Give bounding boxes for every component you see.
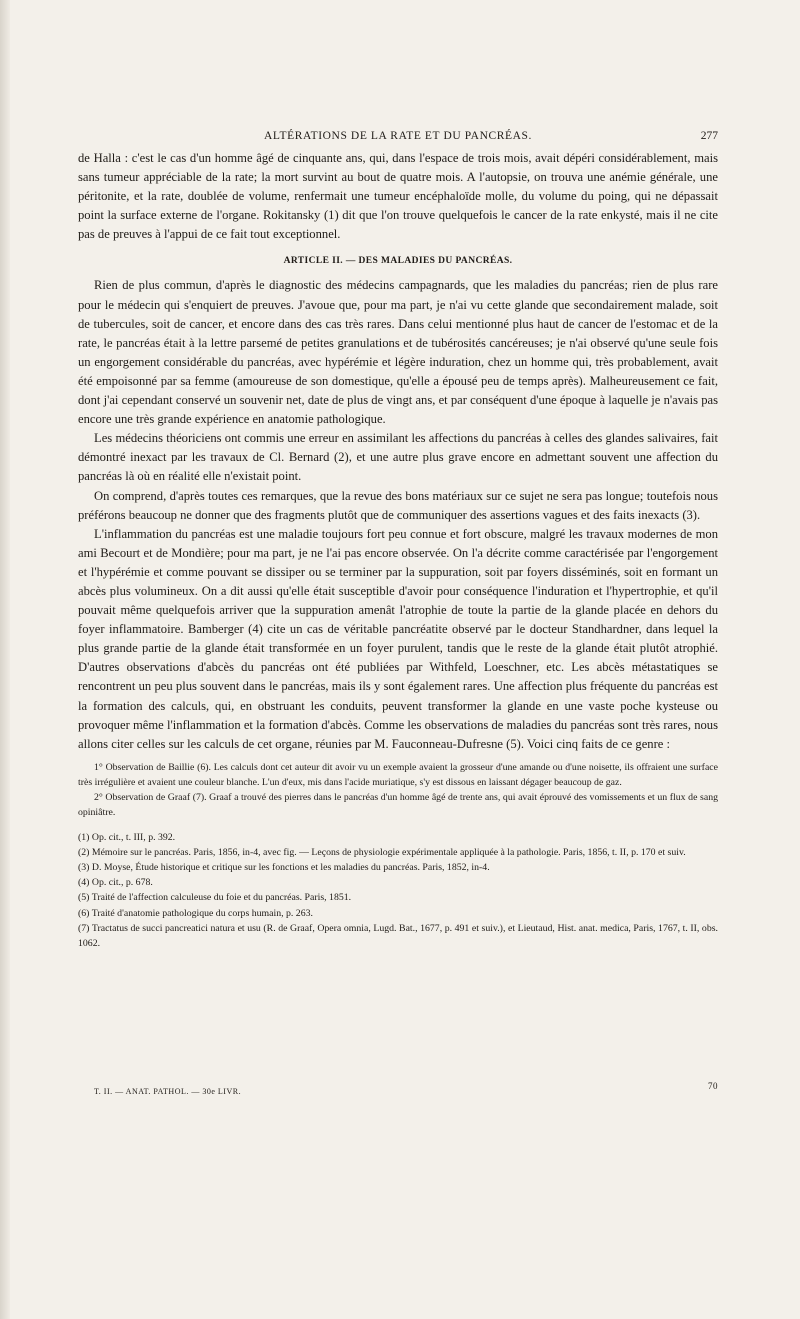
body-paragraph: de Halla : c'est le cas d'un homme âgé de cinquante ans, qui, dans l'espace de trois mois, avait dépéri considérablement, mais sans tumeur appréciable de la rate; la mort survint au bout de quatre mois. A l'autopsie, on trouva une anémie générale, une péritonite, et la rate, doublée de volume, renfermait une tumeur encéphaloïde molle, du volume du poing, qui ne dépassait point la surface externe de l'organe. Rokitansky (1) dit que l'on trouve quelquefois le cancer de la rate enkysté, mais il ne cite pas de preuves à l'appui de ce fait tout exceptionnel. [78,151,718,242]
footnote: (4) Op. cit., p. 678. [78,877,153,889]
footnote: (5) Traité de l'affection calculeuse du foie et du pancréas. Paris, 1851. [78,892,352,904]
observations [78,760,718,821]
footnote: (1) Op. cit., t. III, p. 392. [78,831,176,843]
body-paragraph: Les médecins théoriciens ont commis une erreur en assimilant les affections du pancréas à celles des glandes salivaires, fait démontré inexact par les travaux de Cl. Bernard (2), et une autre plus grave encore en admettant souvent une affection du pancréas là où en réalité elle n'existait point. [78,431,718,484]
body-paragraph: On comprend, d'après toutes ces remarques, que la revue des bons matériaux sur ce sujet ne sera pas longue; toutefois nous préférons beaucoup ne donner que des fragments plutôt que de communiquer des assertions vagues et des faits inexacts (3). [78,488,718,522]
page-edge [0,0,10,1319]
sheet-number: 70 [708,1081,718,1091]
footnote: (7) Tractatus de succi pancreatici natura et usu (R. de Graaf, Opera omnia, Lugd. Bat., 1677, p. 491 et suiv.), et Lieutaud, Hist. anat. medica, Paris, 1767, t. II, obs. 1062. [78,922,718,950]
running-title: ALTÉRATIONS DE LA RATE ET DU PANCRÉAS. [263,130,533,142]
body-paragraph: L'inflammation du pancréas est une maladie toujours fort peu connue et fort obscure, malgré les travaux modernes de mon ami Becourt et de Mondière; pour ma part, je ne l'ai pas encore observée. On l'a décrite comme caractérisée par l'engorgement et l'hypérémie et comme pouvant se dissiper ou se terminer par la suppuration, soit par foyers disséminés, soit en formant un abcès plus volumineux. On a dit aussi qu'elle était susceptible d'avoir pour conséquence l'induration et l'hypertrophie, et qu'il pouvait même quelquefois arriver que la suppuration amenât l'atrophie de toute la partie de la glande placée en dehors du foyer inflammatoire. Bamberger (4) cite un cas de véritable pancréatite observé par le docteur Standhardner, dans lequel la plus grande partie de la glande était transformée en un foyer purulent, tandis que le reste de la glande était plutôt atrophié. D'autres observations d'abcès du pancréas ont été publiées par Withfeld, Loeschner, etc. Les abcès métastatiques se rencontrent un peu plus souvent dans le pancréas, mais ils y sont également rares. Une affection plus fréquente du pancréas est la formation des calculs, qui, en obstruant les conduits, peuvent transformer la glande en une vaste poche kysteuse ou provoquer même l'inflammation et la formation d'abcès. Comme les observations de maladies du pancréas sont très rares, nous allons citer celles sur les calculs de cet organe, réunies par M. Fauconneau-Dufresne (5). Voici cinq faits de ce genre : [78,526,718,751]
footnote: (2) Mémoire sur le pancréas. Paris, 1856, in-4, avec fig. — Leçons de physiologie expérimentale appliquée à la pathologie. Paris, 1856, t. II, p. 170 et suiv. [78,846,686,858]
page-number: 277 [700,130,718,142]
page-body [78,149,718,951]
observation-item: 1° Observation de Baillie (6). Les calculs dont cet auteur dit avoir vu un exemple avaient la grosseur d'une amande ou d'une noisette, ils offraient une surface très irrégulière et avaient une couleur blanche. L'un d'eux, mis dans l'acide muriatique, s'y est dissous en laissant dégager beaucoup de gaz. [78,761,718,789]
footnote: (6) Traité d'anatomie pathologique du corps humain, p. 263. [78,907,313,919]
running-header [78,130,718,146]
footnote: (3) D. Moyse, Étude historique et critique sur les fonctions et les maladies du pancréas. Paris, 1852, in-4. [78,862,490,874]
observation-item: 2° Observation de Graaf (7). Graaf a trouvé des pierres dans le pancréas d'un homme âgé de trente ans, qui avait éprouvé des vomissements et un flux de sang opiniâtre. [78,792,718,819]
printer-signature: T. II. — ANAT. PATHOL. — 30e LIVR. [94,1087,242,1096]
article-heading: ARTICLE II. — DES MALADIES DU PANCRÉAS. [283,256,513,267]
footnotes [78,830,718,952]
page-footer [94,1081,718,1101]
body-paragraph: Rien de plus commun, d'après le diagnostic des médecins campagnards, que les maladies du pancréas; rien de plus rare pour le médecin qui s'enquiert de preuves. J'avoue que, pour ma part, je n'ai vu cette glande que secondairement malade, soit de tubercules, soit de cancer, et encore dans des cas très rares. Dans celui mentionné plus haut de cancer de l'estomac et de la rate, le pancréas était à la lettre parsemé de petites granulations et de tubérosités cancéreuses; je n'ai observé qu'une seule fois un engorgement considérable du pancréas, avec hypérémie et légère induration, chez un homme qui, très probablement, avait été empoisonné par sa femme (amoureuse de son domestique, qu'elle a épousé peu de temps après). Malheureusement ce fait, dont j'ai cependant conservé un souvenir net, date de plus de vingt ans, et par conséquent d'une époque à laquelle je n'avais pas encore une très grande expérience en anatomie pathologique. [78,278,718,427]
